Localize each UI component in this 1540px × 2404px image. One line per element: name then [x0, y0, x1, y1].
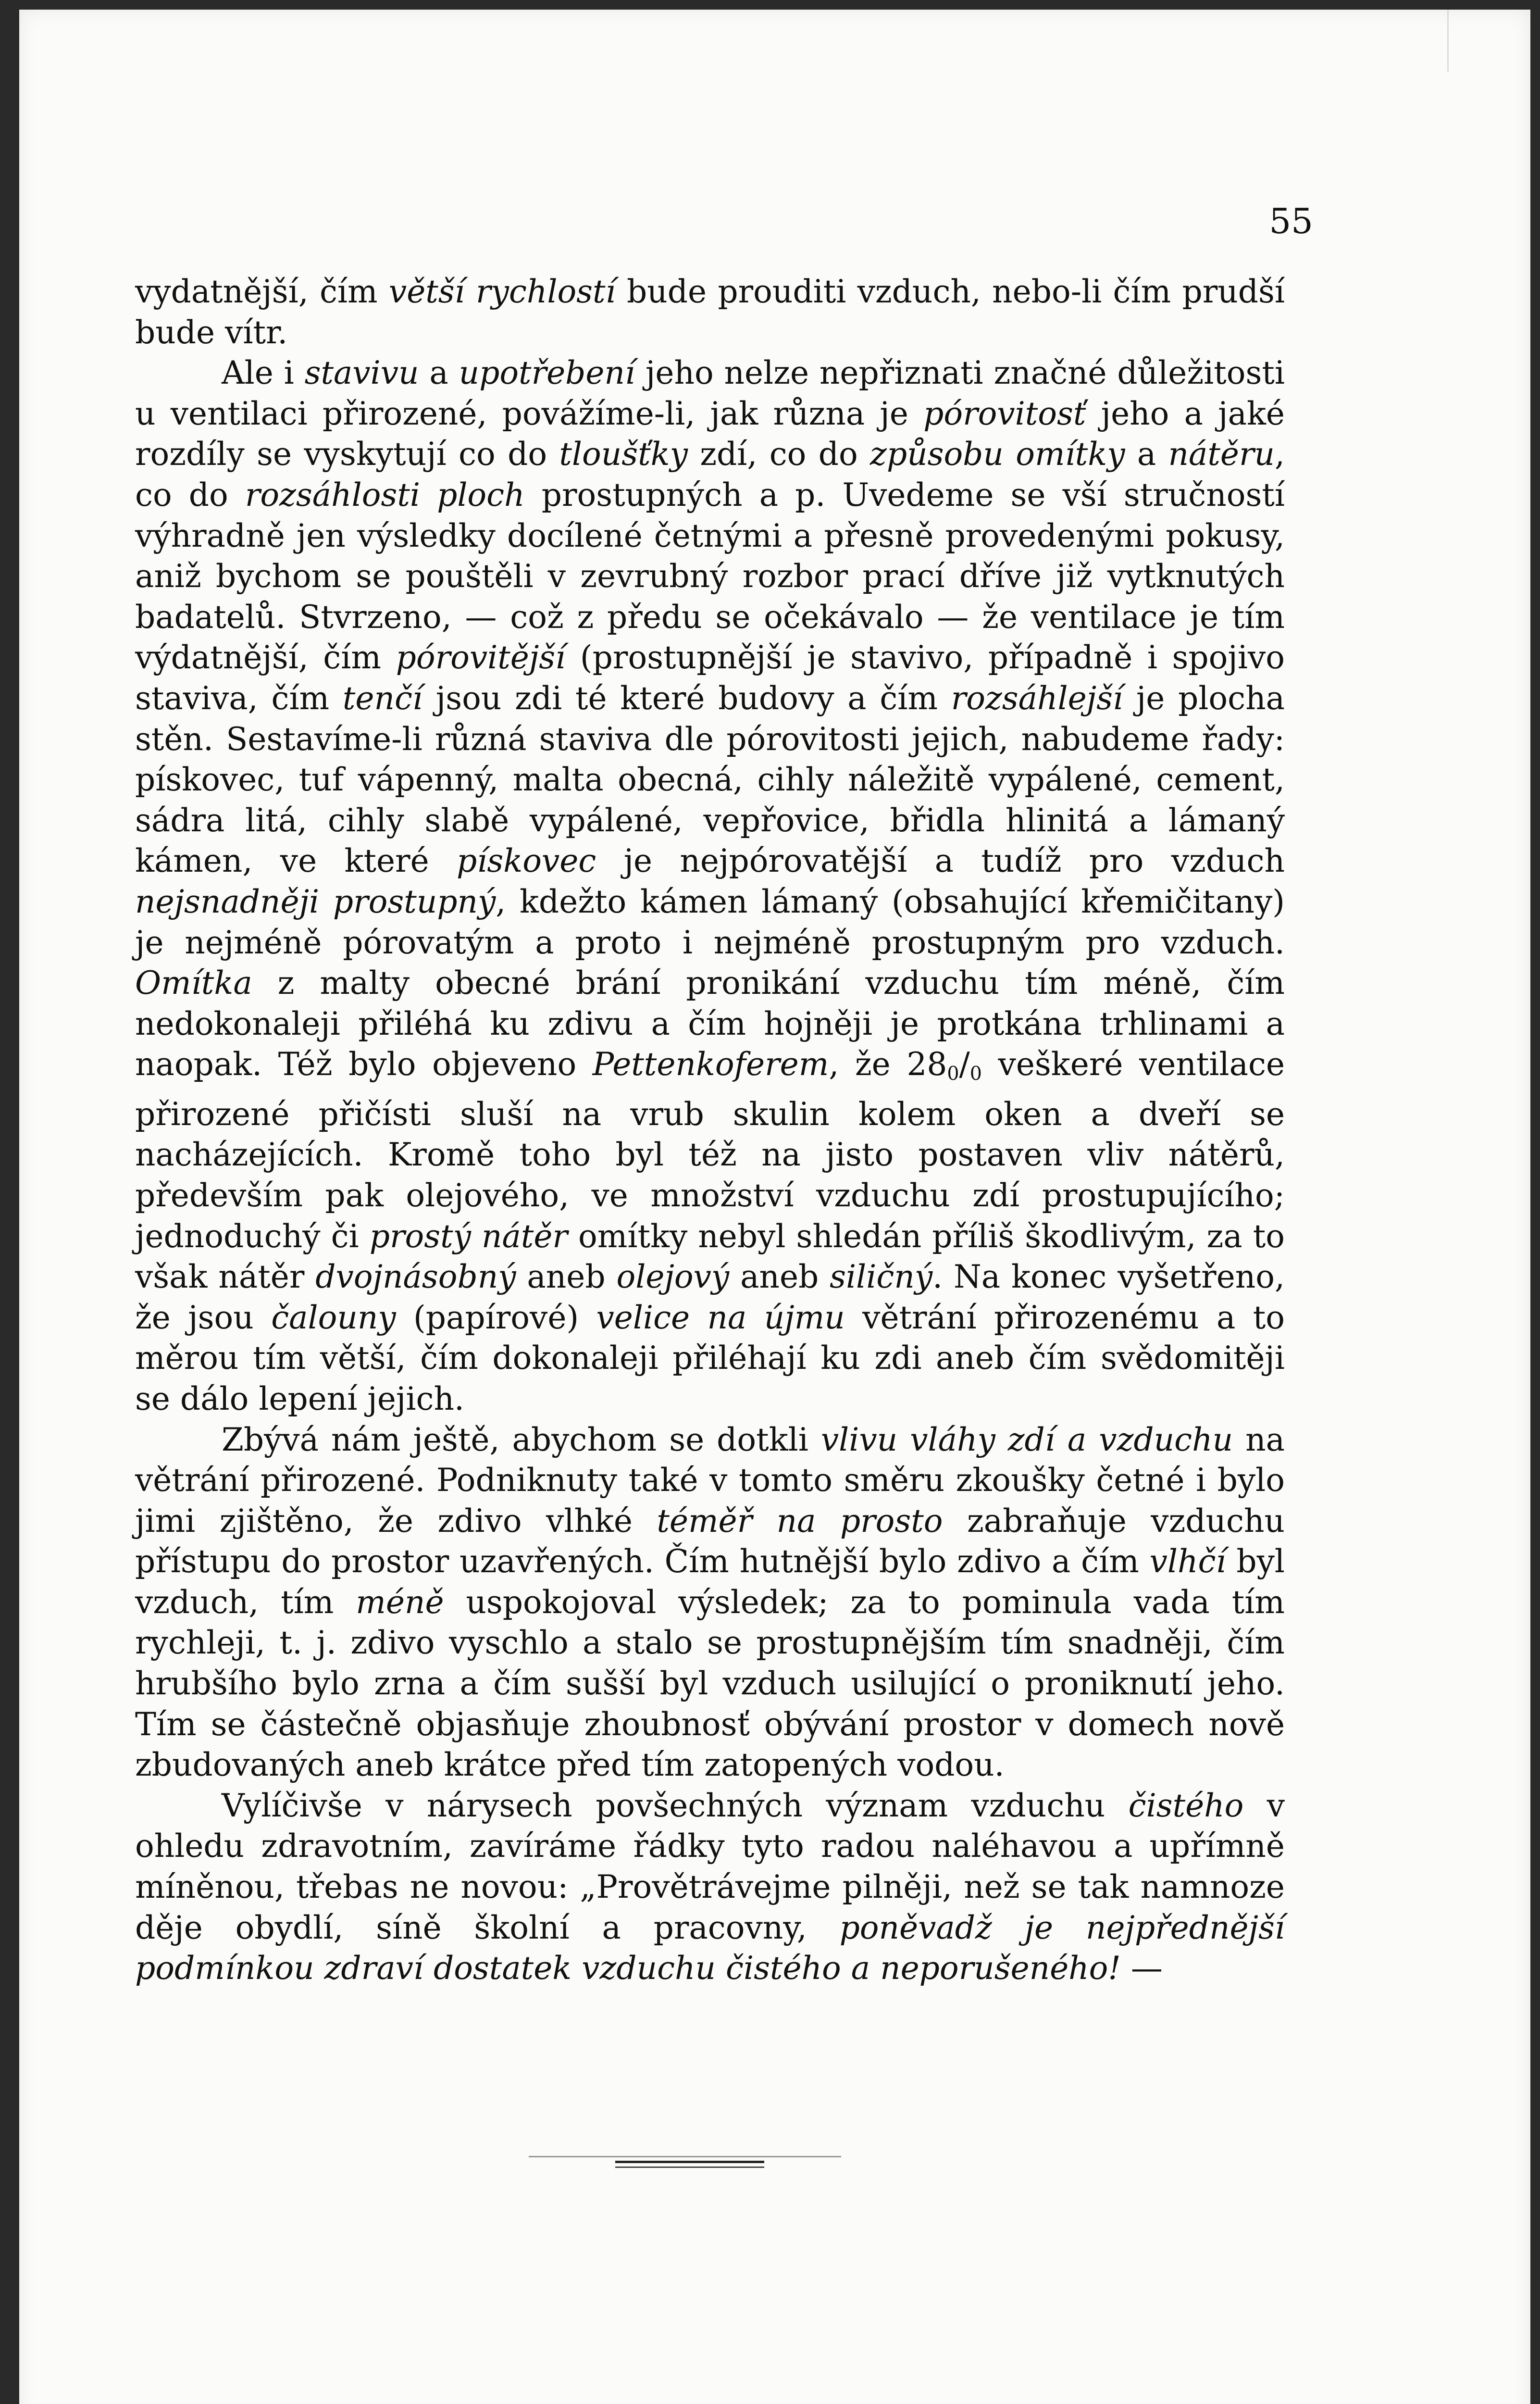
emphasized-text: siličný — [830, 1258, 933, 1296]
text-run: byl vzduch, tím — [135, 1543, 1285, 1621]
emphasized-text: olejový — [616, 1258, 730, 1296]
text-run: , co do — [135, 436, 1285, 513]
emphasized-text: dvojnásobný — [315, 1258, 516, 1296]
emphasized-text: tenčí — [342, 679, 423, 717]
emphasized-text: rozsáhlejší — [951, 679, 1123, 717]
emphasized-text: čalouny — [271, 1299, 396, 1336]
text-run: aneb — [729, 1258, 830, 1296]
text-run: z malty obecné brání pronikání vzduchu tím méně, čím nedokonaleji přiléhá ku zdivu a čím hojněji je protkána trhlinami a naopak. Též bylo objeveno — [135, 964, 1285, 1083]
text-run: (papírové) — [396, 1299, 596, 1336]
body-text — [135, 272, 1285, 1989]
text-run: aneb — [516, 1258, 617, 1296]
text-run: je plocha stěn. Sestavíme-li různá staviva dle pórovitosti jejich, nabudeme řady: pískovec, tuf vápenný, malta obecná, cihly náležitě vypálené, cement, sádra litá, cihly slabě vypálené, vepřovice, břidla hlinitá a lámaný kámen, ve které — [135, 679, 1285, 880]
emphasized-text: téměř na prosto — [657, 1502, 943, 1540]
emphasized-text: větší rychlostí — [388, 273, 616, 310]
text-run: zabraňuje vzduchu přístupu do prostor uzavřených. Čím hutnější bylo zdivo a čím — [135, 1502, 1285, 1580]
emphasized-text: poněvadž je nejpřednější podmínkou zdraví dostatek vzduchu čistého a neporušeného! — [135, 1909, 1285, 1987]
emphasized-text: upotřebení — [459, 354, 635, 392]
emphasized-text: vlivu vláhy zdí a vzduchu — [820, 1421, 1233, 1458]
emphasized-text: nátěru — [1168, 436, 1275, 473]
paragraph — [135, 272, 1285, 353]
text-run: v ohledu zdravotním, zavíráme řádky tyto radou naléhavou a upřímně míněnou, třebas ne novou: „Provětrávejme pilněji, než se tak namnoze děje obydlí, síně školní a pracovny, — [135, 1787, 1285, 1946]
text-run: , že 28 — [829, 1046, 947, 1083]
emphasized-text: vlhčí — [1149, 1543, 1226, 1580]
emphasized-text: pórovitosť — [923, 395, 1086, 432]
text-run: Zbývá nám ještě, abychom se dotkli — [222, 1421, 821, 1458]
emphasized-text: pískovec — [456, 842, 596, 880]
text-run: — — [1120, 1950, 1163, 1987]
emphasized-text: pórovitější — [396, 639, 566, 676]
text-run: vydatnější, čím — [135, 273, 389, 310]
paragraph — [135, 353, 1285, 1419]
paragraph — [135, 1420, 1285, 1786]
emphasized-text: tloušťky — [559, 436, 688, 473]
text-run: / — [959, 1046, 970, 1083]
text-run: , kdežto kámen lámaný (obsahující křemičitany) je nejméně pórovatým a proto i nejméně prostupným pro vzduch. — [135, 883, 1285, 961]
emphasized-text: Omítka — [135, 964, 252, 1002]
text-run: je nejpórovatější a tudíž pro vzduch — [596, 842, 1285, 880]
emphasized-text: nejsnadněji prostupný — [135, 883, 496, 920]
subscript-text: 0 — [947, 1063, 959, 1085]
text-run: a — [1125, 436, 1168, 473]
text-run: . Na konec vyšetřeno, že jsou — [135, 1258, 1285, 1336]
text-run: omítky nebyl shledán příliš škodlivým, za to však nátěr — [135, 1217, 1285, 1296]
text-run: Vylíčivše v nárysech povšechných význam vzduchu — [222, 1787, 1129, 1824]
emphasized-text: prostý nátěr — [369, 1217, 568, 1255]
page-number: 55 — [1269, 201, 1313, 241]
subscript-text: 0 — [969, 1063, 982, 1085]
text-run: (prostupnější je stavivo, případně i spojivo staviva, čím — [135, 639, 1285, 717]
text-run: veškeré ventilace přirozené přičísti sluší na vrub skulin kolem oken a dveří se nacházejících. Kromě toho byl též na jisto postaven vliv nátěrů, především pak olejového, ve množství vzduchu zdí prostupujícího; jednoduchý či — [135, 1046, 1285, 1255]
text-run: jeho a jaké rozdíly se vyskytují co do — [135, 395, 1285, 473]
emphasized-text: velice na újmu — [596, 1299, 845, 1336]
emphasized-text: méně — [356, 1583, 444, 1621]
text-run: větrání přirozenému a to měrou tím větší, čím dokonaleji přiléhají ku zdi aneb čím svědomitěji se dálo lepení jejich. — [135, 1299, 1285, 1417]
emphasized-text: čistého — [1128, 1787, 1244, 1824]
text-run: bude prouditi vzduch, nebo-li čím prudší bude vítr. — [135, 273, 1285, 351]
text-run: Ale i — [222, 354, 305, 392]
paragraph — [135, 1786, 1285, 1989]
text-run: na větrání přirozené. Podniknuty také v tomto směru zkoušky četné i bylo jimi zjištěno, že zdivo vlhké — [135, 1421, 1285, 1540]
text-run: jeho nelze nepřiznati značné důležitosti u ventilaci přirozené, povážíme-li, jak různa je — [135, 354, 1285, 432]
emphasized-text: způsobu omítky — [870, 436, 1125, 473]
emphasized-text: rozsáhlosti ploch — [245, 476, 525, 513]
text-run: jsou zdi té které budovy a čím — [422, 679, 951, 717]
text-run: zdí, co do — [687, 436, 870, 473]
scan-edge-mark — [1447, 10, 1530, 72]
text-run: prostupných a p. Uvedeme se vší stručností výhradně jen výsledky docílené četnými a přesně provedenými pokusy, aniž bychom se pouštěli v zevrubný rozbor prací dříve již vytknutých badatelů. Stvrzeno, — což z předu se očekávalo — že ventilace je tím výdatnější, čím — [135, 476, 1285, 676]
text-run: uspokojoval výsledek; za to pominula vada tím rychleji, t. j. zdivo vyschlo a stalo se prostupnějším tím snadněji, čím hrubšího bylo zrna a čím sušší byl vzduch usilující o proniknutí jeho. Tím se částečně objasňuje zhoubnosť obývání prostor v domech nově zbudovaných aneb krátce před tím zatopených vodou. — [135, 1583, 1285, 1784]
emphasized-text: stavivu — [304, 354, 419, 392]
ornamental-end-rule — [529, 2154, 841, 2173]
emphasized-text: Pettenkoferem — [592, 1046, 829, 1083]
text-run: a — [419, 354, 459, 392]
